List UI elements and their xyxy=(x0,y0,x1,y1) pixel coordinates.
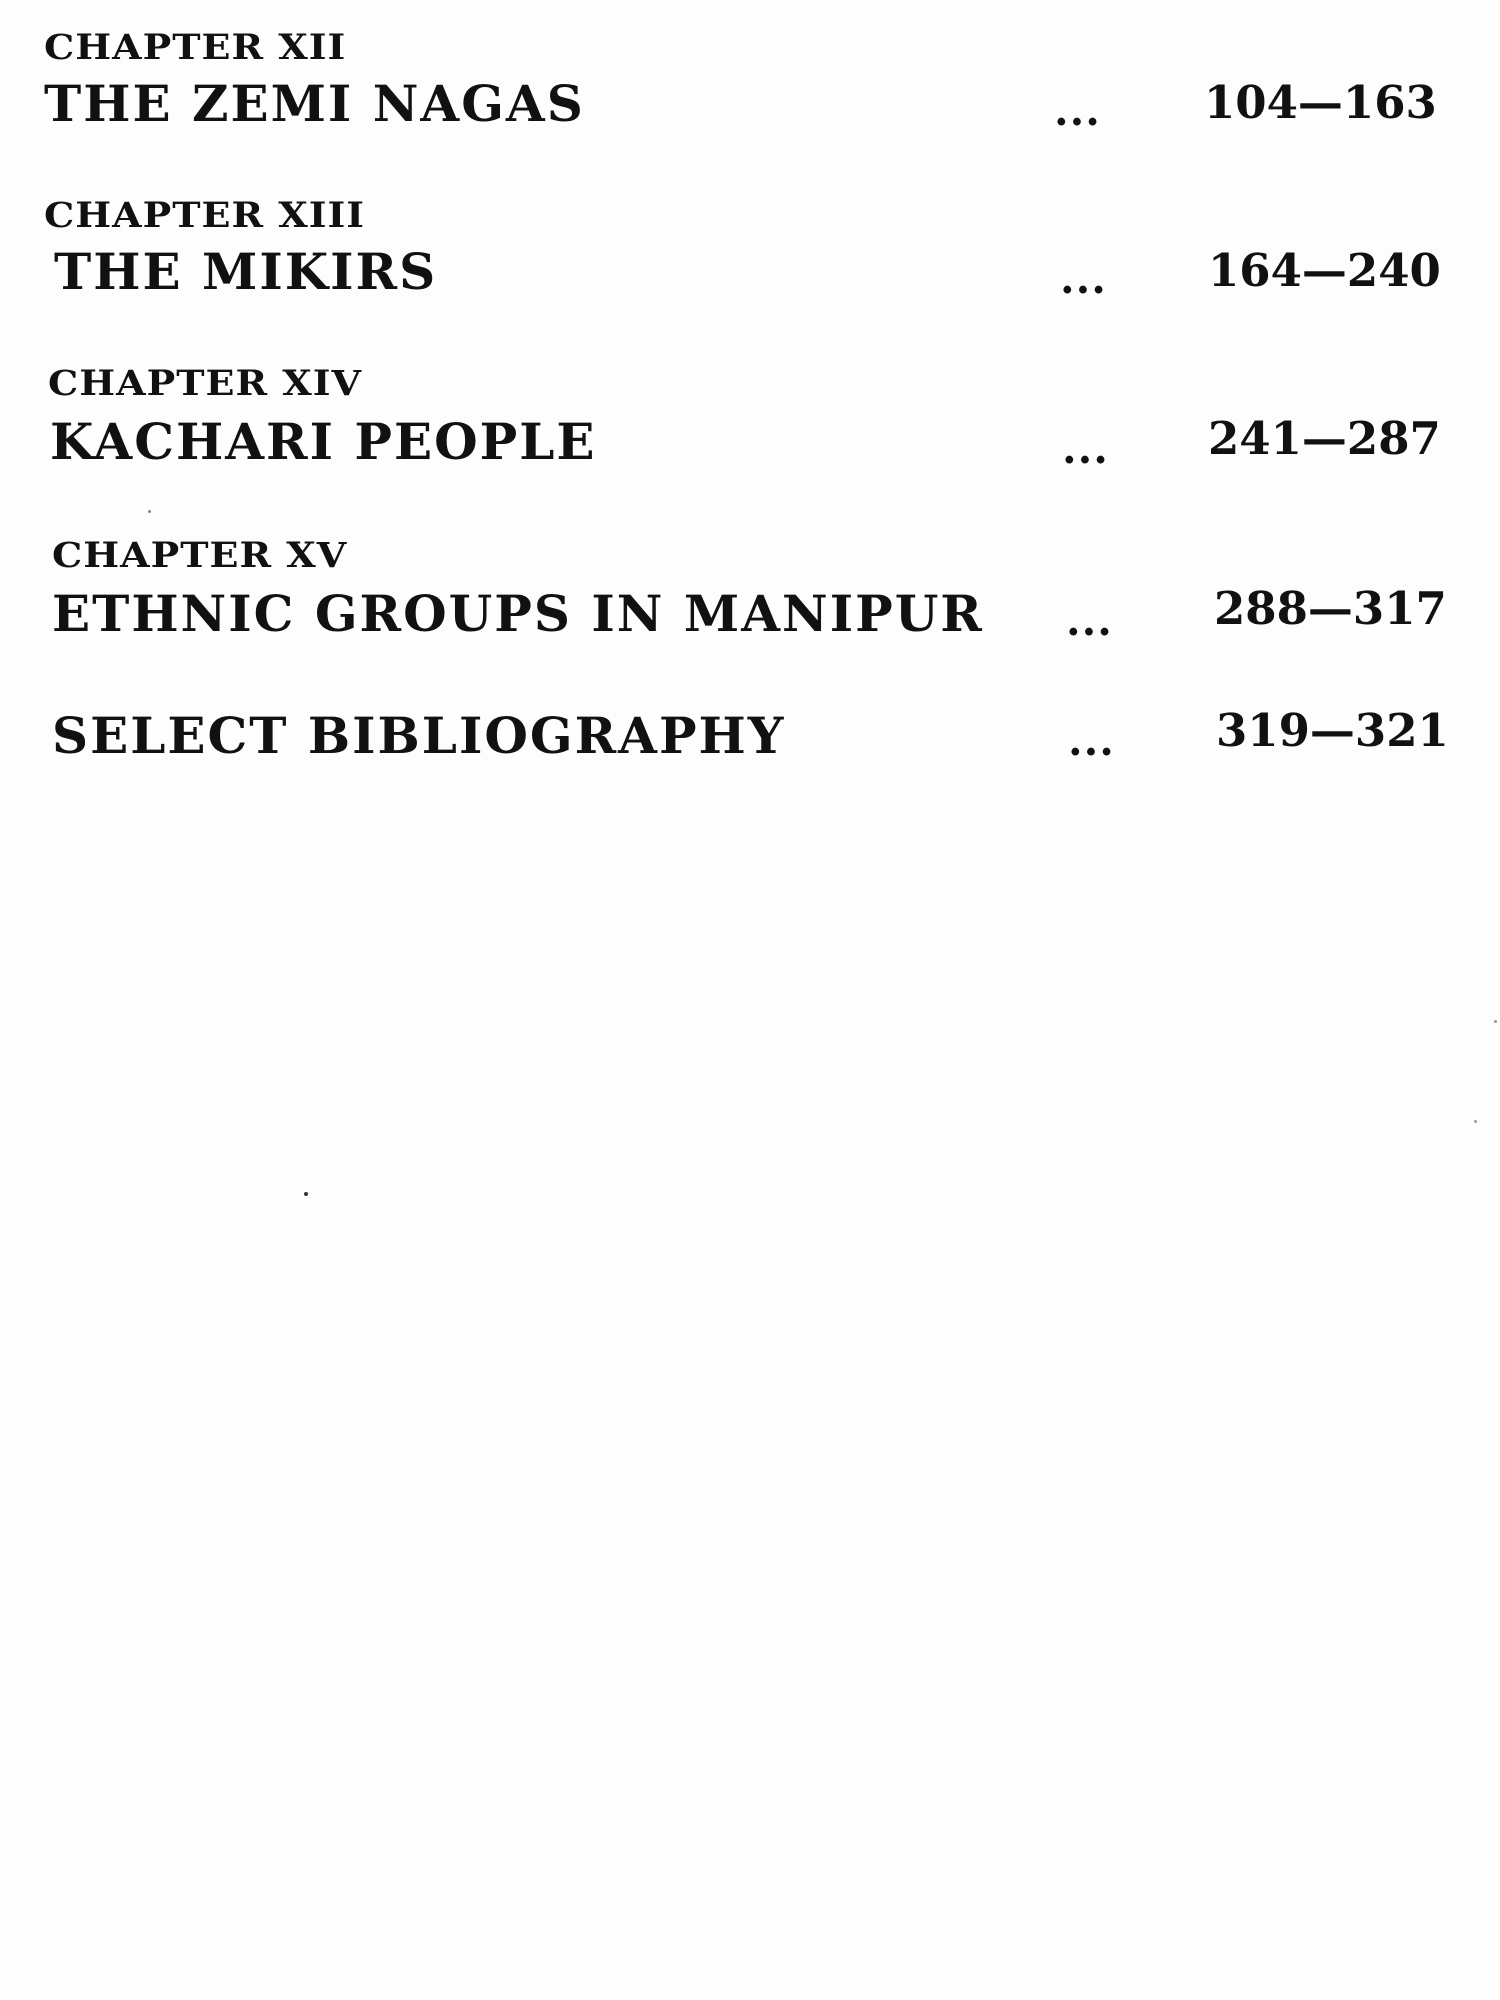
dot-leader: ... xyxy=(1060,254,1107,303)
dot-leader: ... xyxy=(1066,596,1113,645)
page-range: 241—287 xyxy=(1208,412,1441,465)
page-range: 104—163 xyxy=(1204,76,1437,129)
page-range: 288—317 xyxy=(1214,582,1447,635)
chapter-label: CHAPTER XIII xyxy=(44,194,366,236)
scan-speck xyxy=(148,510,151,513)
entry-title: KACHARI PEOPLE xyxy=(50,412,597,471)
page-range: 164—240 xyxy=(1208,244,1441,297)
dot-leader: ... xyxy=(1054,86,1101,135)
entry-title: THE ZEMI NAGAS xyxy=(44,74,585,133)
entry-title: THE MIKIRS xyxy=(54,242,438,301)
dot-leader: ... xyxy=(1068,716,1115,765)
chapter-label: CHAPTER XIV xyxy=(48,362,362,404)
entry-title: SELECT BIBLIOGRAPHY xyxy=(52,706,786,765)
scan-speck xyxy=(1494,1020,1497,1023)
chapter-label: CHAPTER XV xyxy=(52,534,348,576)
chapter-label: CHAPTER XII xyxy=(44,26,347,68)
page-range: 319—321 xyxy=(1216,704,1449,757)
scan-speck xyxy=(304,1192,308,1196)
entry-title: ETHNIC GROUPS IN MANIPUR xyxy=(52,584,984,643)
scan-speck xyxy=(1474,1120,1477,1123)
dot-leader: ... xyxy=(1062,424,1109,473)
